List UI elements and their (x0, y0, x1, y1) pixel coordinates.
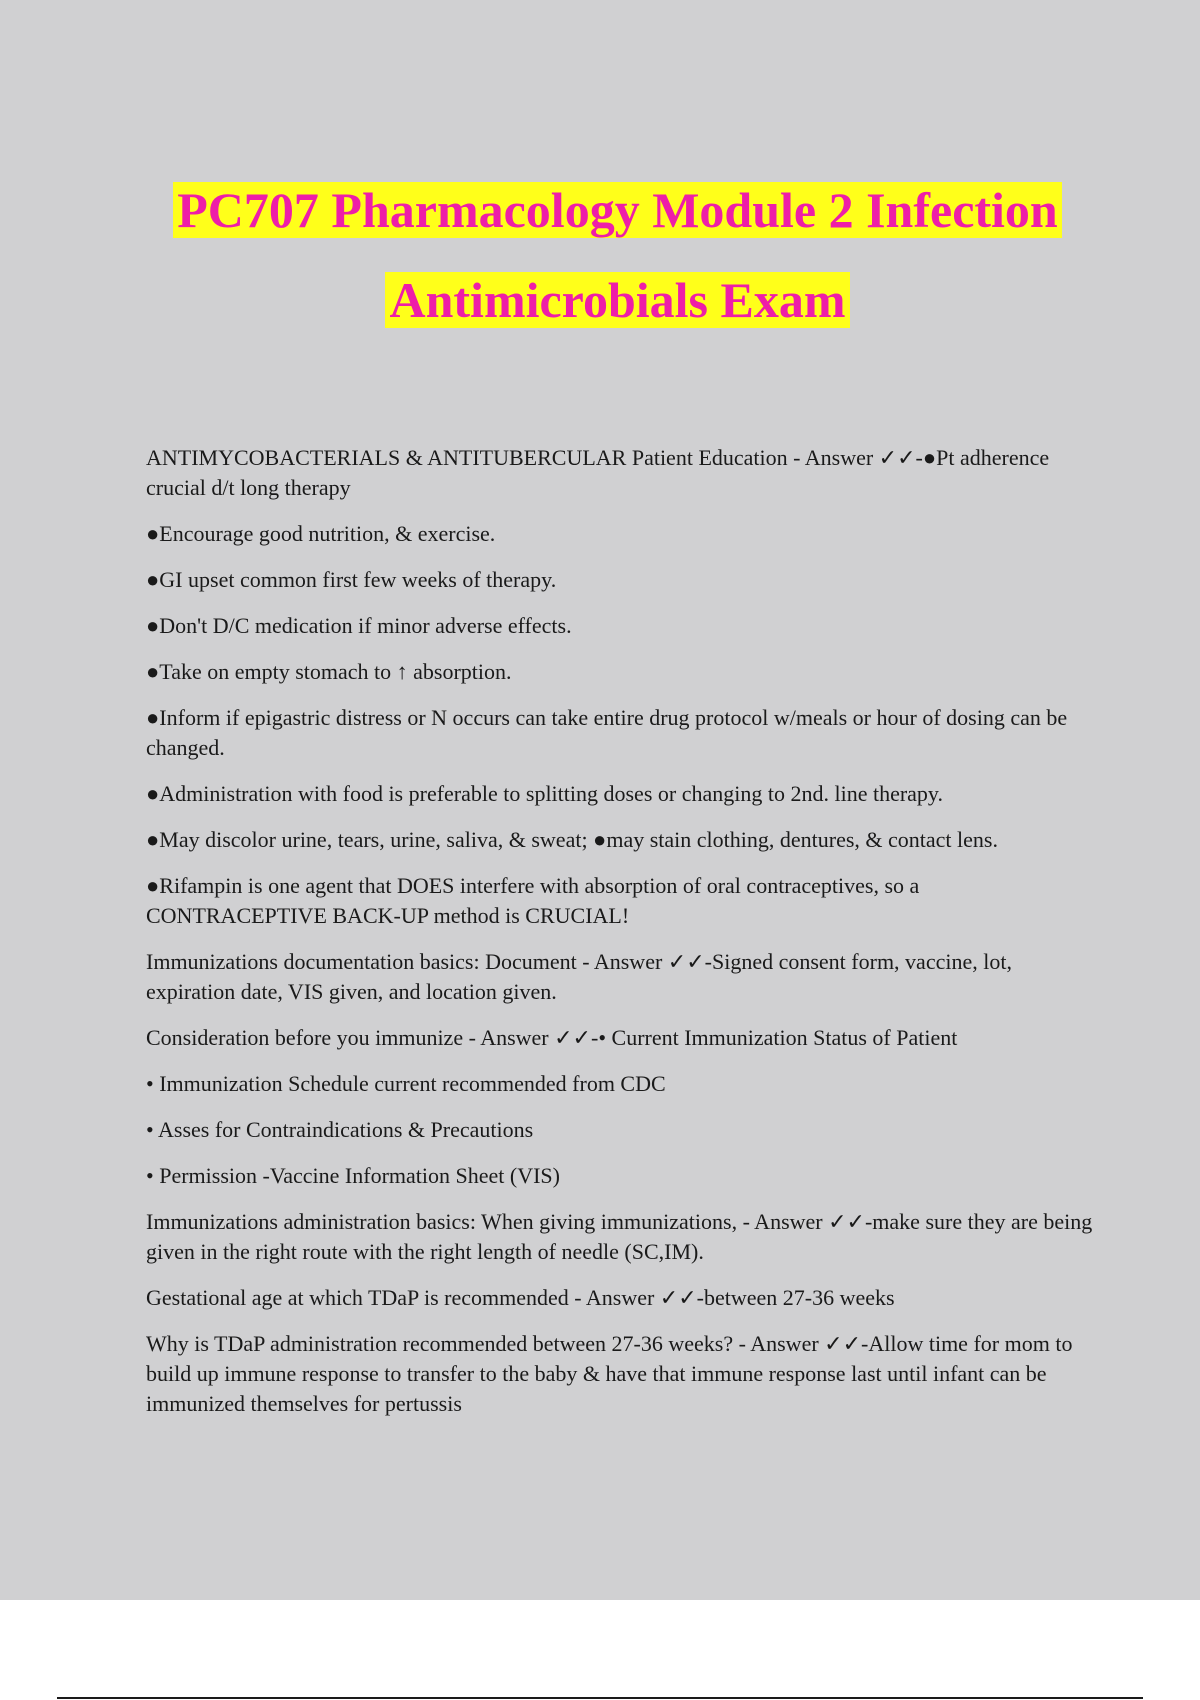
paragraph: Gestational age at which TDaP is recommended - Answer ✓✓-between 27-36 weeks (146, 1285, 895, 1310)
paragraph: ANTIMYCOBACTERIALS & ANTITUBERCULAR Patient Education - Answer ✓✓-●Pt adherence crucial d/t long therapy (146, 445, 1050, 500)
paragraph: ●GI upset common first few weeks of therapy. (146, 567, 557, 592)
paragraph: • Immunization Schedule current recommended from CDC (146, 1071, 666, 1096)
paragraph: • Asses for Contraindications & Precautions (146, 1117, 534, 1142)
paragraph: Immunizations documentation basics: Document - Answer ✓✓-Signed consent form, vaccine, lot, expiration date, VIS given, and location given. (146, 949, 1012, 1004)
document-title (0, 165, 1200, 345)
document-body (146, 443, 1096, 1435)
paragraph: ●May discolor urine, tears, urine, saliva, & sweat; ●may stain clothing, dentures, & contact lens. (146, 827, 998, 852)
paragraph: ●Take on empty stomach to ↑ absorption. (146, 659, 512, 684)
paragraph: ●Administration with food is preferable to splitting doses or changing to 2nd. line therapy. (146, 781, 943, 806)
paragraph: ●Encourage good nutrition, & exercise. (146, 521, 496, 546)
paragraph: ●Inform if epigastric distress or N occurs can take entire drug protocol w/meals or hour of dosing can be changed. (146, 705, 1068, 760)
paragraph: • Permission -Vaccine Information Sheet (VIS) (146, 1163, 560, 1188)
paragraph: Consideration before you immunize - Answer ✓✓-• Current Immunization Status of Patient (146, 1025, 958, 1050)
paragraph: Why is TDaP administration recommended between 27-36 weeks? - Answer ✓✓-Allow time for mom to build up immune response to transfer to the baby & have that immune response last until infant can be immunized themselves for pertussis (146, 1331, 1073, 1416)
page-divider (57, 1697, 1143, 1699)
paragraph: ●Rifampin is one agent that DOES interfere with absorption of oral contraceptives, so a CONTRACEPTIVE BACK-UP method is CRUCIAL! (146, 873, 920, 928)
paragraph: ●Don't D/C medication if minor adverse effects. (146, 613, 572, 638)
title-line-1: PC707 Pharmacology Module 2 Infection (173, 182, 1061, 238)
paragraph: Immunizations administration basics: When giving immunizations, - Answer ✓✓-make sure they are being given in the right route with the right length of needle (SC,IM). (146, 1209, 1093, 1264)
title-line-2: Antimicrobials Exam (385, 272, 849, 328)
